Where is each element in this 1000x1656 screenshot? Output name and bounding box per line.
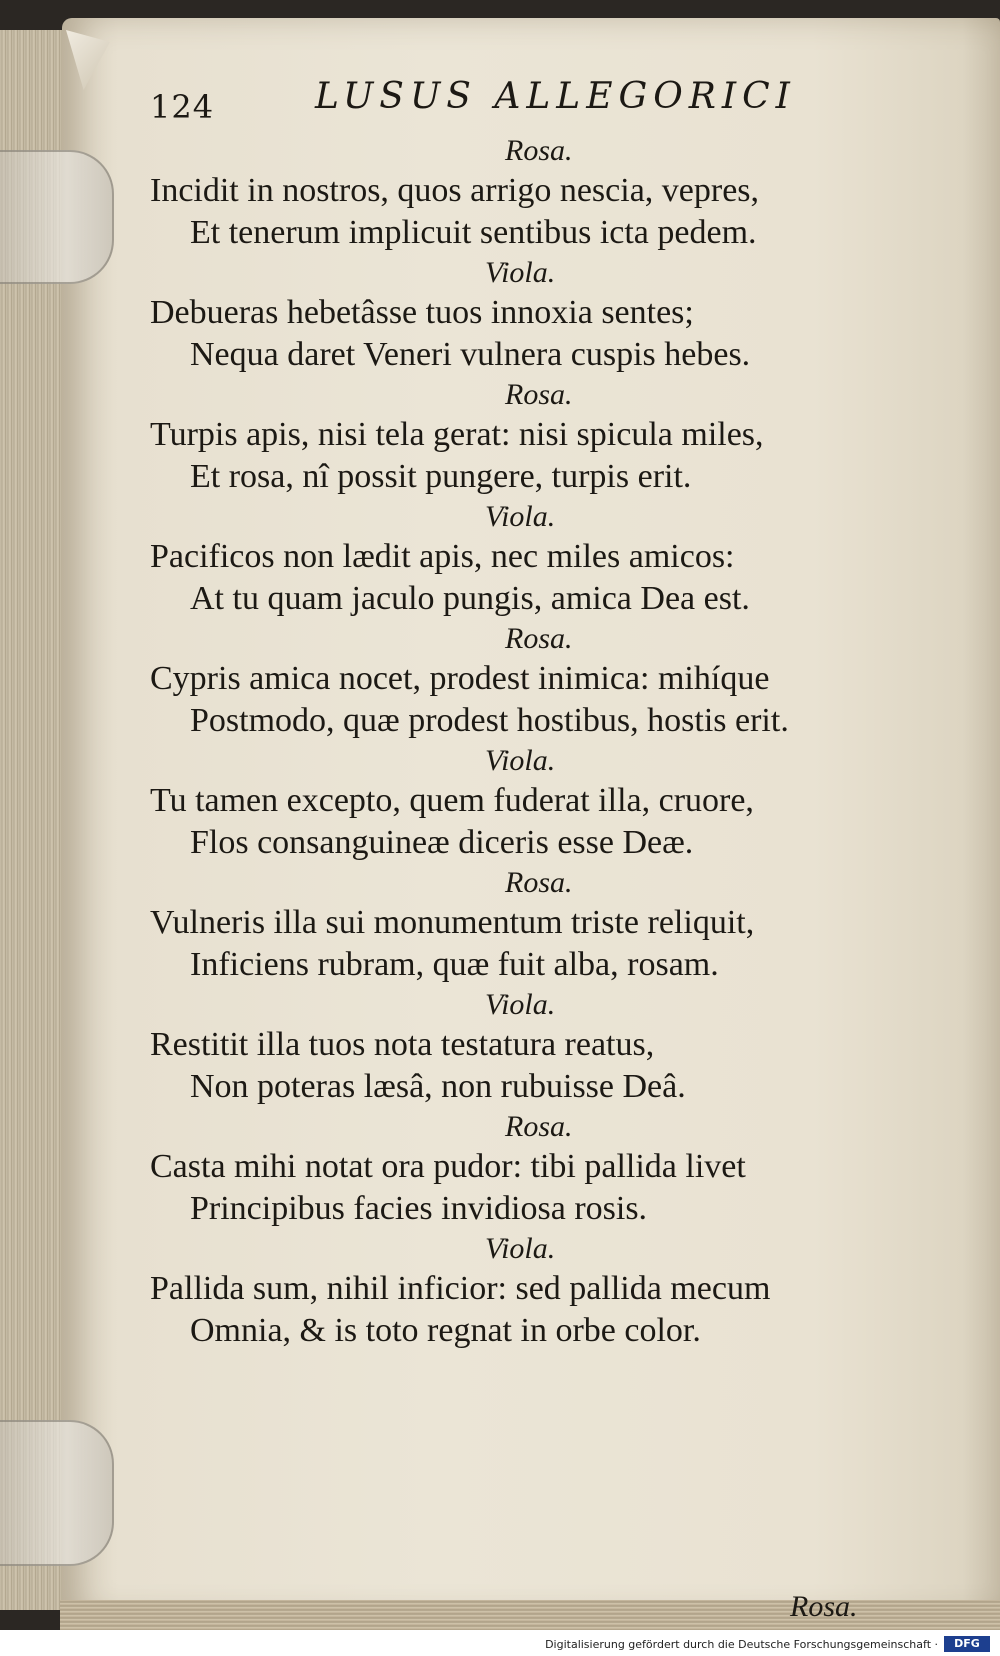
scanner-clip-top	[0, 150, 114, 284]
speaker-label: Viola.	[485, 500, 556, 533]
poem-body	[150, 132, 970, 1352]
verse-line-pentameter: Inficiens rubram, quæ fuit alba, rosam.	[190, 946, 719, 983]
verse-line-hexameter: Pacificos non lædit apis, nec miles amicos:	[150, 538, 735, 575]
speaker-label: Rosa.	[505, 1110, 573, 1143]
verse-line-pentameter: Omnia, & is toto regnat in orbe color.	[190, 1312, 701, 1349]
verse-line-hexameter: Cypris amica nocet, prodest inimica: mihíque	[150, 660, 770, 697]
speaker-label: Viola.	[485, 256, 556, 289]
verse-line-pentameter: Flos consanguineæ diceris esse Deæ.	[190, 824, 694, 861]
verse-line-pentameter: Non poteras læsâ, non rubuisse Deâ.	[190, 1068, 686, 1105]
running-head: LUSUS ALLEGORICI	[315, 76, 796, 117]
book-bottom-edges	[60, 1600, 1000, 1630]
verse-line-hexameter: Vulneris illa sui monumentum triste reliquit,	[150, 904, 755, 941]
verse-line-hexameter: Tu tamen excepto, quem fuderat illa, cruore,	[150, 782, 754, 819]
verse-line-hexameter: Restitit illa tuos nota testatura reatus,	[150, 1026, 655, 1063]
catchword: Rosa.	[790, 1590, 858, 1623]
verse-line-pentameter: Et tenerum implicuit sentibus icta pedem.	[190, 214, 757, 251]
speaker-label: Viola.	[485, 988, 556, 1021]
dfg-logo-icon: DFG	[944, 1636, 990, 1652]
speaker-label: Viola.	[485, 1232, 556, 1265]
verse-line-hexameter: Debueras hebetâsse tuos innoxia sentes;	[150, 294, 694, 331]
page-text	[150, 70, 970, 1352]
speaker-label: Rosa.	[505, 378, 573, 411]
speaker-label: Rosa.	[505, 866, 573, 899]
verse-line-pentameter: Et rosa, nî possit pungere, turpis erit.	[190, 458, 692, 495]
verse-line-pentameter: Principibus facies invidiosa rosis.	[190, 1190, 648, 1227]
verse-line-hexameter: Casta mihi notat ora pudor: tibi pallida livet	[150, 1148, 746, 1185]
verse-line-hexameter: Turpis apis, nisi tela gerat: nisi spicula miles,	[150, 416, 764, 453]
digitization-footer	[0, 1630, 1000, 1656]
scanner-clip-bottom	[0, 1420, 114, 1566]
verse-line-hexameter: Pallida sum, nihil inficior: sed pallida mecum	[150, 1270, 771, 1307]
speaker-label: Rosa.	[505, 622, 573, 655]
page-header	[150, 70, 970, 132]
verse-line-hexameter: Incidit in nostros, quos arrigo nescia, vepres,	[150, 172, 760, 209]
funding-credit: Digitalisierung gefördert durch die Deutsche Forschungsgemeinschaft ·	[545, 1638, 938, 1651]
verse-line-pentameter: Postmodo, quæ prodest hostibus, hostis erit.	[190, 702, 789, 739]
speaker-label: Rosa.	[505, 134, 573, 167]
verse-line-pentameter: At tu quam jaculo pungis, amica Dea est.	[190, 580, 750, 617]
verse-line-pentameter: Nequa daret Veneri vulnera cuspis hebes.	[190, 336, 751, 373]
speaker-label: Viola.	[485, 744, 556, 777]
page-number: 124	[150, 88, 215, 126]
